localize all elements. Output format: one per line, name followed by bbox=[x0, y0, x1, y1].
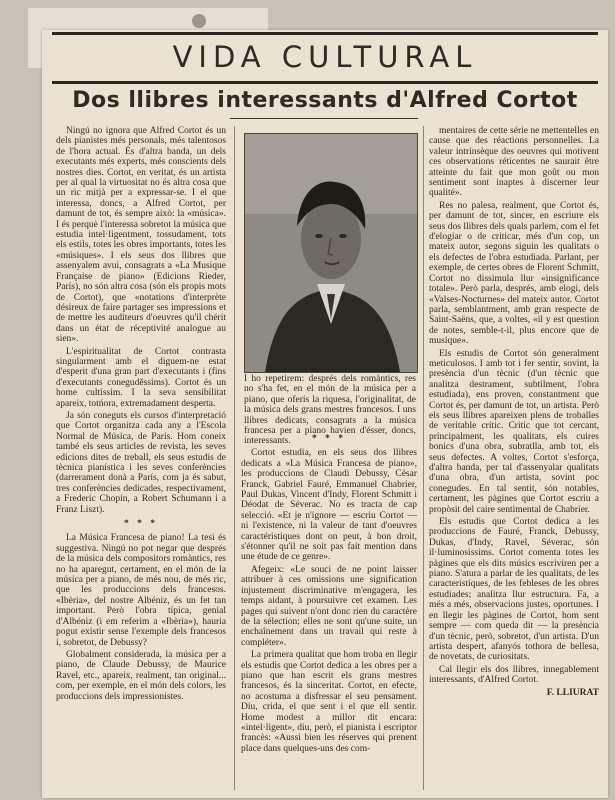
photo-caption: I ho repetirem: després dels romàntics, res no s'ha fet, en el món de la música per a piano, que oferís la riquesa, l'originalitat, de la música dels grans mestres francesos. I uns llibres dedicats, consagrats a la música francesa per a piano havien d'ésser, doncs, interessants. bbox=[244, 374, 416, 447]
paragraph: Els estudis que Cortot dedica a les produccions de Fauré, Franck, Debussy, Dukas, d'Indy, Ravel, Séverac, són il·luminosíssims. Cortot comenta totes les pàgines que els dits músics escriviren per a piano. S'atura a parlar de les qualitats, de les característiques, de les febleses de les obres estudiades; analitza llur estructura. Fa, a més a més, observacions justes, oportunes. I en llegir les pàgines de Cortot, hom sent sempre — com queda dit — la presència d'un tècnic, però, sobretot, d'un artista. D'un artista despert, afanyós tothora de bellesa, de novetats, de curiositats. bbox=[429, 517, 599, 663]
newspaper-clipping bbox=[42, 30, 608, 798]
paragraph: Ja són coneguts els cursos d'interpretació que Cortot organitza cada any a l'Escola Normal de Música, de París. Hom coneix també els seus articles de revista, les seves edicions dites de treball, els seus estudis de tècnica pianística i les seves conferències (darrerament donà a París, com ja és sabut, tres conferències dedicades, respectivament, a Frederic Chopin, a Robert Schumann i a Franz Liszt). bbox=[56, 410, 226, 515]
portrait-image bbox=[245, 134, 417, 372]
header-rule bbox=[52, 81, 598, 84]
column-1 bbox=[56, 126, 226, 704]
article-title: Dos llibres interessants d'Alfred Cortot bbox=[72, 88, 578, 113]
paragraph: Els estudis de Cortot són generalment meticulosos. I amb tot i fer sentir, sovint, la presència d'un tècnic (d'un tècnic que analitza destrament, subtilment, l'obra estudiada), ens proven, constantment que Cortot és, per damunt de tot, un artista. Però els seus llibres apareixen plens de troballes de veritable crític. Critic que tot cercant, principalment, les qualitats, els cuires bonics d'una obra, subratlla, amb tot, els seus defectes. A voltes, Cortot s'esforça, d'altra banda, per tal d'assenyalar qualitats d'una obra, d'un artista, sovint poc conegudes. En tal sentit, són notables, certament, les pàgines que Cortot escriu a propòsit del caire sentimental de Chabrier. bbox=[429, 348, 599, 515]
paragraph: Ningú no ignora que Alfred Cortot és un dels pianistes més personals, més talentosos de l'hora actual. És d'altra banda, un dels executants més experts, més conscients dels nostres dies. Cortot, en veritat, és un artista per al qual la virtuositat no és altra cosa que un ric mitjà per a expressar-se. I el que interessa, doncs, a Alfred Cortot, per damunt de tot, és sempre això: la «música». I és perquè l'interessa sobretot la música que estudia intel·ligentment, tossudament, tots els estils, totes les obres importants, totes les «músiques». I els seus dos llibres que assenyalem avui, consagrats a «La Musique Française de piano» (Edicions Rieder, París), no són altra cosa (són els propis mots de Cortot), que «notations d'interprète désireux de faire partager ses impressions et de mettre les auditeurs d'oeuvres qu'il chérit dans un état de réceptivité analogue au sien». bbox=[56, 126, 226, 345]
section-header-text: VIDA CULTURAL bbox=[172, 40, 478, 74]
column-3 bbox=[429, 126, 599, 700]
ink-blot bbox=[192, 14, 206, 28]
section-header bbox=[42, 34, 608, 80]
column-divider bbox=[423, 126, 424, 790]
paragraph: Cortot estudia, en els seus dos llibres dedicats a «La Música Francesa de piano», les produccions de Claudi Debussy, César Franck, Gabriel Fauré, Emmanuel Chabrier, Paul Dukas, Vincent d'Indy, Florent Schmitt i Déodat de Séverac. No es tracta de cap selecció. «Et je n'ignore — escriu Cortot — ni l'existence, ni la valeur de tant d'oeuvres caractéristiques dont on peut, à bon droit, s'étonner qu'il ne soit pas fait mention dans une étude de ce genre». bbox=[241, 448, 417, 563]
paragraph: L'espiritualitat de Cortot contrasta singularment amb el diguem-ne estat d'esperit d'una gran part d'executants i (fins d'executants coneguděssims). Cortot és un home cultíssim. I la seva sensibilitat apareix, totńora, extremadament desperta. bbox=[56, 346, 226, 409]
column-2 bbox=[241, 430, 417, 756]
paragraph: Globalment considerada, la música per a piano, de Claude Debussy, de Maurice Ravel, etc., apareix, realment, tan original... com, per exemple, en el món dels colors, les produccions dels impressionistes. bbox=[56, 649, 226, 702]
paragraph: Res no palesa, realment, que Cortot és, per damunt de tot, sincer, en escriure els seus dos llibres dels quals parlem, com el fet d'elogiar o de criticar, més d'un cop, un mateix autor, segons siguin les qualitats o els defectes de l'obra estudiada. Parlant, per exemple, de certes obres de Florent Schmitt, Cortot no dissimula llur «insignificance totale». Però parla, després, amb elogi, dels «Valses-Nocturnes» del mateix autor. Cortot parla, semblantment, amb gran respecte de Saint-Saëns, que, a voltes, «il y est question de notes, semble-t-il, plus encore que de musique». bbox=[429, 200, 599, 347]
section-break: * * * bbox=[124, 519, 158, 530]
paragraph: La primera qualitat que hom troba en llegir els estudis que Cortot dedica a les obres per a piano que han escrit els grans mestres francesos, és la sinceritat. Cortot, en efecte, no acostuma a disfressar el seu pensament. Diu, crida, el que sent i el que ell sentir. Home modest a millor dit encara: «intel·ligent», diu, però, el pianista i escriptor francès: «Aussi bien les réserves qui prenent place dans quelques-uns des com- bbox=[241, 650, 417, 754]
section-break: * * * bbox=[312, 434, 346, 444]
paragraph: La Música Francesa de piano! La tesi és suggestiva. Ningú no pot negar que després de la música dels compositors romàntics, res no ha aparegut, certament, en el món de la música per a piano, de més nou, de més ric, que les produccions dels francesos. «Ibèria», del nostre Albéniz, és un fet tan important. Però l'obra típica, genial d'Albéniz (i em referim a «Ibèria»), hauria pogut existir sense l'exemple dels francesos i, sobretot, de Debussy? bbox=[56, 533, 226, 648]
paragraph: Afegeix: «Le souci de ne point laisser attribuer à ces omissions une signification injustement discriminative m'engagera, les temps aidant, à poursuivre cet examen. Les pages qui suivent n'ont donc rien du caractère de la sélection; elles ne sont qu'une suite, un enchaînement dans un travail qui reste à compléter». bbox=[241, 564, 417, 648]
author-signature: F. LLIURAT bbox=[546, 687, 599, 698]
portrait-photo bbox=[244, 133, 418, 373]
column-divider bbox=[234, 126, 235, 790]
paragraph: Cal llegir els dos llibres, innegablement interessants, d'Alfred Cortot. bbox=[429, 664, 599, 686]
paragraph: mentaires de cette série ne mettentelles en cause que des réactions personnelles. La valeur intrinsèque des oeuvres qui motivent ces observations réticentes ne saurait être atteinte du fait que mon goût ou mon sentiment sont inaptes à discerner leur qualité». bbox=[429, 126, 599, 199]
title-underline bbox=[230, 118, 418, 119]
